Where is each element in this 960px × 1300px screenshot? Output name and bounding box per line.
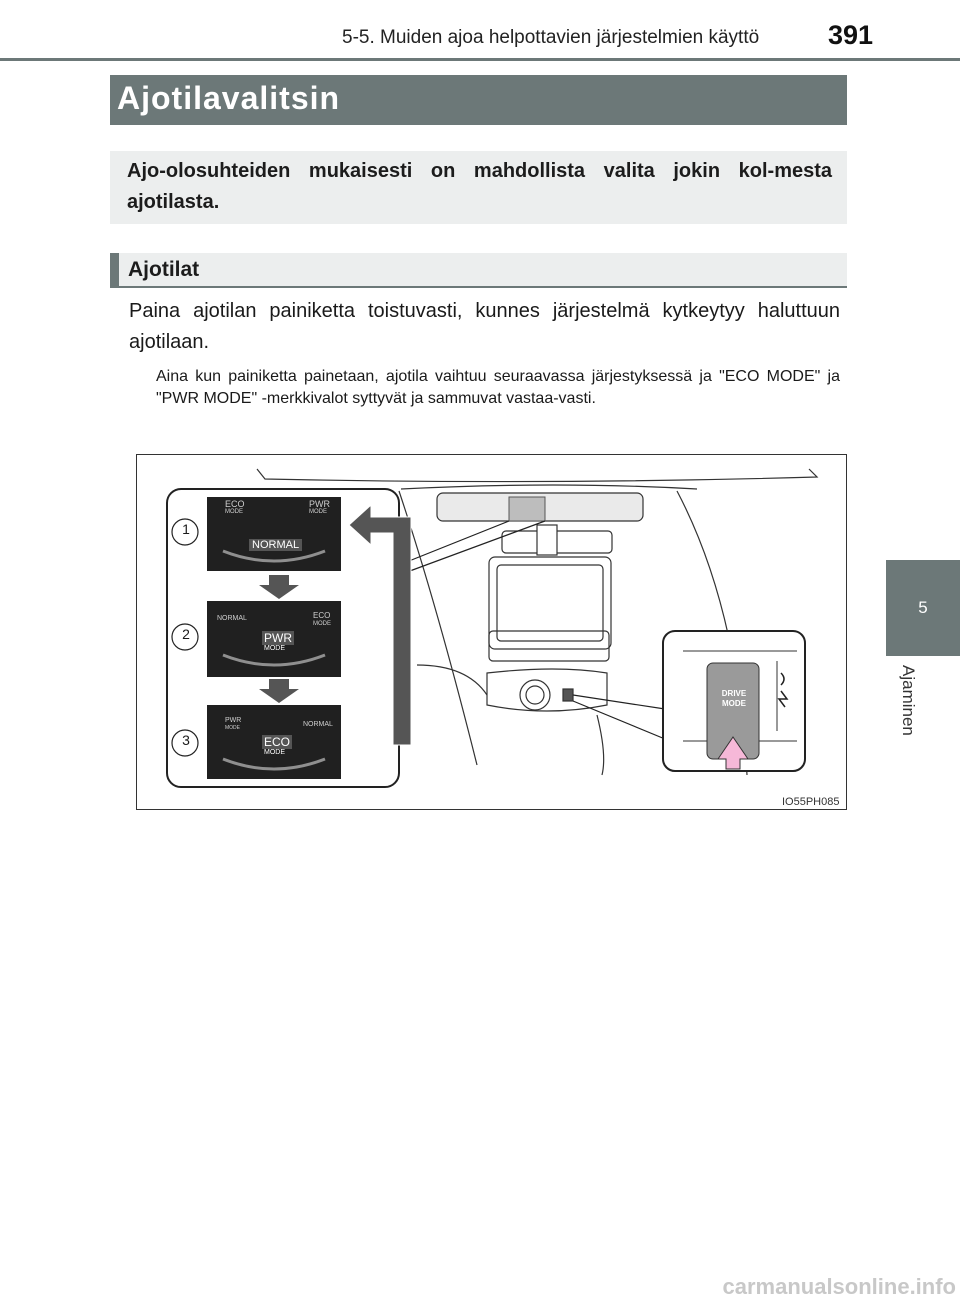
callout-lines — [399, 521, 665, 739]
note-paragraph: Aina kun painiketta painetaan, ajotila vaihtuu seuraavassa järjestyksessä ja "ECO MODE" ja "PWR MODE" -merkkivalot syttyvät ja sammuvat vastaa-vasti. — [156, 368, 840, 407]
panel1-main-label: NORMAL — [249, 539, 302, 551]
panel3-left-sub: MODE — [225, 725, 240, 731]
panel3-right-label: NORMAL — [303, 721, 333, 728]
panel1-left-sub: MODE — [225, 509, 243, 515]
subheading-rule — [110, 286, 847, 288]
subheading-bar — [110, 253, 847, 286]
panel2-right-sub: MODE — [313, 621, 331, 627]
panel1-right-label: PWR — [309, 499, 330, 509]
header-section-title: 5-5. Muiden ajoa helpottavien järjestelmien käyttö — [342, 27, 760, 48]
panel3-main-label: ECO — [264, 735, 291, 749]
panel1-left-label: ECO — [225, 499, 245, 509]
drive-mode-figure — [136, 454, 847, 810]
panel2-main-sub: MODE — [264, 645, 285, 652]
button-label-2: MODE — [722, 699, 746, 708]
page-title: Ajotilavalitsin — [117, 80, 341, 116]
chapter-label: Ajaminen — [899, 665, 918, 736]
chapter-tab[interactable]: 5 — [886, 560, 960, 656]
intro-text: Ajo-olosuhteiden mukaisesti on mahdollista valita jokin kol-mesta ajotilasta. — [127, 160, 832, 213]
header-rule — [0, 58, 960, 61]
step-label-1: 1 — [182, 521, 190, 537]
panel2-main-label: PWR — [264, 631, 292, 645]
step-label-3: 3 — [182, 732, 190, 748]
panel2-right-label: ECO — [313, 611, 331, 620]
subheading: Ajotilat — [128, 258, 200, 281]
page-number: 391 — [828, 20, 874, 50]
figure-code: IO55PH085 — [782, 796, 840, 808]
meter-highlight — [509, 497, 545, 521]
instruction-paragraph: Paina ajotilan painiketta toistuvasti, kunnes järjestelmä kytkeytyy haluttuun ajotilaan. — [129, 300, 840, 353]
panel1-right-sub: MODE — [309, 509, 327, 515]
step-label-2: 2 — [182, 626, 190, 642]
button-label-1: DRIVE — [721, 689, 747, 698]
panel3-left-label: PWR — [225, 717, 242, 724]
footer-watermark: carmanualsonline.info — [722, 1274, 956, 1299]
panel3-main-sub: MODE — [264, 749, 285, 756]
panel2-left-label: NORMAL — [217, 615, 247, 622]
